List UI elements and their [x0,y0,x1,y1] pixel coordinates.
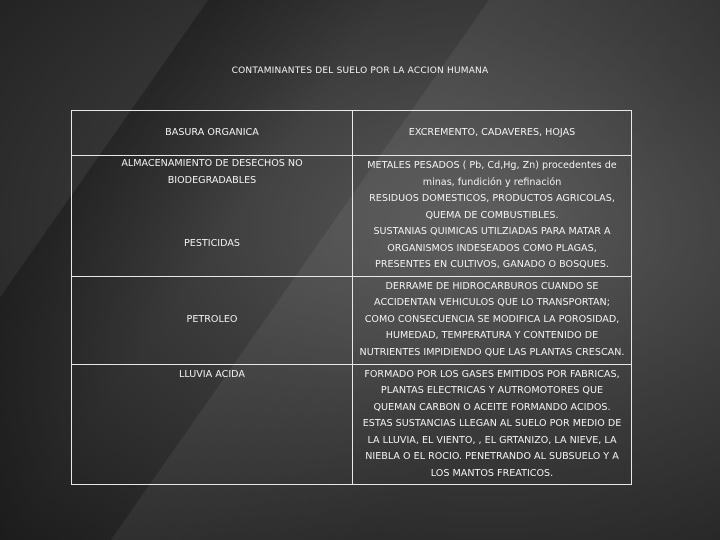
description-line: minas, fundición y refinación [422,176,562,188]
description-line: ESTAS SUSTANCIAS LLEGAN AL SUELO POR MEDIO DE [362,418,622,429]
description-line: DERRAME DE HIDROCARBUROS CUANDO SE [385,280,599,292]
description-line: QUEMA DE COMBUSTIBLES. [425,209,559,221]
contaminants-table [71,110,632,485]
table-cell-source: PETROLEO [72,276,353,364]
table-row [72,276,632,364]
description-line: SUSTANIAS QUIMICAS UTILZIADAS PARA MATAR A [373,226,611,237]
description-line: COMO CONSECUENCIA SE MODIFICA LA POROSIDAD, [364,313,620,325]
table-cell-description [353,156,632,277]
description-line: NUTRIENTES IMPIDIENDO QUE LAS PLANTAS CRESCAN. [359,346,625,358]
description-line: RESIDUOS DOMESTICOS, PRODUCTOS AGRICOLAS, [369,193,615,204]
description-line: LOS MANTOS FREATICOS. [430,467,554,479]
table-cell-source: LLUVIA ACIDA [72,364,353,485]
description-line: FORMADO POR LOS GASES EMITIDOS POR FABRICAS, [364,368,620,380]
table-row [72,364,632,485]
description-line: HUMEDAD, TEMPERATURA Y CONTENIDO DE [385,330,599,342]
description-line: NIEBLA O EL ROCIO. PENETRANDO AL SUBSUELO Y A [365,451,619,462]
description-line: ORGANISMOS INDESEADOS COMO PLAGAS, [387,242,597,254]
source-label-pesticides: PESTICIDAS [183,237,241,249]
slide-title: CONTAMINANTES DEL SUELO POR LA ACCION HUMANA [231,66,489,76]
table-cell-source: BASURA ORGANICA [72,111,353,156]
table-cell-description [353,364,632,485]
table-cell-source [72,156,353,277]
description-line: QUEMAN CARBON O ACEITE FORMANDO ACIDOS. [373,401,611,413]
source-label-storage: ALMACENAMIENTO DE DESECHOS NO BIODEGRADABLES [121,158,303,186]
source-stack [76,156,348,268]
description-line: ACCIDENTAN VEHICULOS QUE LO TRANSPORTAN; [374,297,610,309]
table-cell-description [353,276,632,364]
description-line: EXCREMENTO, CADAVERES, HOJAS [408,126,576,138]
description-line: PRESENTES EN CULTIVOS, GANADO O BOSQUES. [375,259,609,270]
description-line: METALES PESADOS ( Pb, Cd,Hg, Zn) procedentes de [367,160,617,171]
table-cell-description [353,111,632,156]
table-row [72,111,632,156]
table-row [72,156,632,277]
description-line: LA LLUVIA, EL VIENTO, , EL GRTANIZO, LA NIEVE, LA [367,434,617,446]
description-line: PLANTAS ELECTRICAS Y AUTROMOTORES QUE [380,385,604,396]
